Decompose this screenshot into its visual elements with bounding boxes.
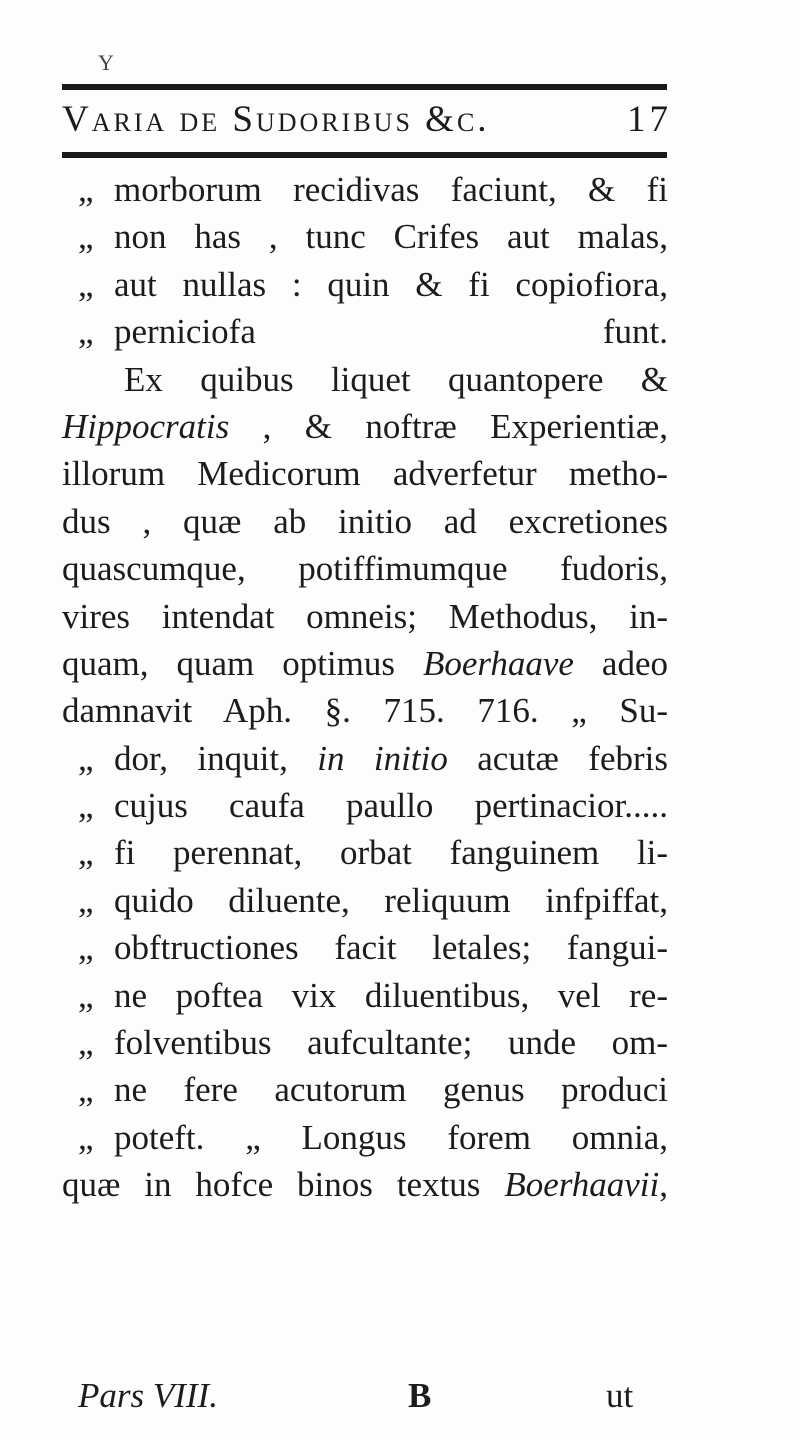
text-line	[62, 450, 692, 497]
quote-mark: „	[78, 975, 94, 1015]
line-text: obftructiones facit letales; fangui-	[114, 928, 668, 968]
text-line	[62, 687, 692, 734]
line-text: ne fere acutorum genus produci	[114, 1070, 668, 1110]
header-rule-bottom	[62, 152, 667, 158]
text-line	[62, 877, 692, 924]
body-text	[62, 166, 692, 1209]
text-line	[62, 1161, 692, 1208]
text-line	[62, 403, 692, 450]
text-line	[62, 972, 692, 1019]
text-line	[62, 829, 692, 876]
line-text: vires intendat omneis; Methodus, in-	[62, 596, 668, 636]
quote-mark: „	[78, 833, 94, 873]
quote-mark: „	[78, 312, 94, 352]
line-text: perniciofa funt.	[114, 312, 668, 352]
line-text: non has , tunc Crifes aut malas,	[114, 217, 668, 257]
signature-part: Pars VIII.	[78, 1376, 218, 1415]
line-text: fi perennat, orbat fanguinem li-	[114, 833, 668, 873]
quote-mark: „	[78, 217, 94, 257]
line-text: aut nullas : quin & fi copiofiora,	[114, 264, 668, 304]
line-text: cujus caufa paullo pertinacior.....	[114, 786, 668, 826]
running-title: Varia de Sudoribus &c.	[62, 99, 490, 140]
text-line	[62, 213, 692, 260]
line-text: quæ in hofce binos textus Boerhaavii,	[62, 1165, 668, 1205]
top-mark: Y	[98, 50, 114, 75]
line-text: ne poftea vix diluentibus, vel re-	[114, 975, 668, 1015]
quote-mark: „	[78, 738, 94, 778]
quote-mark: „	[78, 786, 94, 826]
text-line	[62, 308, 692, 355]
line-text: dus , quæ ab initio ad excretiones	[62, 501, 668, 541]
line-text: poteft. „ Longus forem omnia,	[114, 1117, 668, 1157]
line-text: quam, quam optimus Boerhaave adeo	[62, 643, 668, 683]
quote-mark: „	[78, 170, 94, 209]
catchword: ut	[606, 1376, 634, 1415]
signature-letter: B	[408, 1376, 432, 1415]
text-line	[62, 924, 692, 971]
page-footer	[62, 1376, 634, 1426]
text-line	[62, 782, 692, 829]
quote-mark: „	[78, 1070, 94, 1110]
line-text: damnavit Aph. §. 715. 716. „ Su-	[62, 691, 668, 731]
line-text: dor, inquit, in initio acutæ febris	[114, 738, 668, 778]
text-line	[62, 1019, 692, 1066]
text-line	[62, 545, 692, 592]
text-line	[62, 1066, 692, 1113]
quote-mark: „	[78, 928, 94, 968]
line-text: Hippocratis , & noftræ Experientiæ,	[62, 406, 668, 446]
text-line	[62, 498, 692, 545]
line-text: Ex quibus liquet quantopere &	[124, 359, 668, 399]
line-text: quascumque, potiffimumque fudoris,	[62, 549, 668, 589]
page-number: 17	[627, 99, 672, 140]
line-text: folventibus aufcultante; unde om-	[114, 1023, 668, 1063]
quote-mark: „	[78, 1023, 94, 1063]
text-line	[62, 735, 692, 782]
line-text: quido diluente, reliquum infpiffat,	[114, 880, 668, 920]
text-line	[62, 1114, 692, 1161]
running-head	[62, 96, 682, 146]
quote-mark: „	[78, 264, 94, 304]
header-rule-top	[62, 84, 667, 90]
text-line	[62, 640, 692, 687]
text-line	[62, 261, 692, 308]
line-text: illorum Medicorum adverfetur metho-	[62, 454, 668, 494]
text-line	[62, 356, 692, 403]
text-line	[62, 166, 692, 213]
quote-mark: „	[78, 880, 94, 920]
quote-mark: „	[78, 1117, 94, 1157]
line-text: morborum recidivas faciunt, & fi	[114, 170, 668, 209]
text-line	[62, 593, 692, 640]
